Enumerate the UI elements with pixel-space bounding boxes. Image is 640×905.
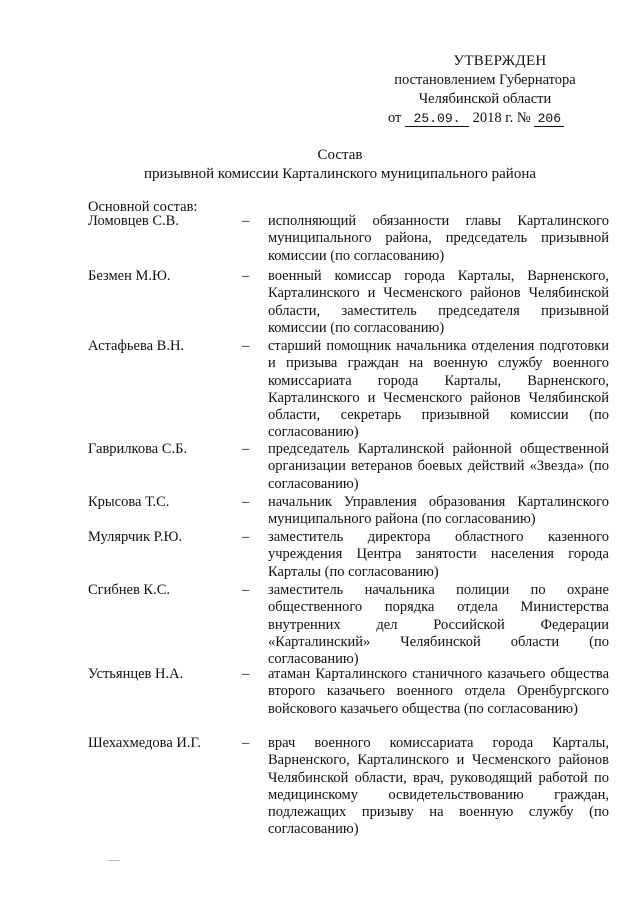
scan-mark [108,860,120,861]
member-name: Шехахмедова И.Г. [88,735,201,751]
title-line-2: призывной комиссии Карталинского муниципального района [143,166,537,182]
approval-prefix: от [388,110,402,126]
member-description: врач военного комиссариата города Карталы, Варненского, Карталинского и Чесменского районов Челябинской области, врач, руководящий работой по медицинскому освидетельствованию граждан, подлежащих призыву на военную службу (по согласованию) [268,735,609,838]
member-name: Ломовцев С.В. [88,213,179,229]
member-description: заместитель начальника полиции по охране общественного порядка отдела Министерства внутренних дел Российской Федерации «Карталинский» Челябинской области (по согласованию) [268,582,609,668]
member-description: исполняющий обязанности главы Карталинского муниципального района, председатель призывной комиссии (по согласованию) [268,213,609,264]
member-description: начальник Управления образования Карталинского муниципального района (по согласованию) [268,494,609,528]
member-name: Крысова Т.С. [88,494,170,510]
member-description: председатель Карталинской районной общественной организации ветеранов боевых действий «Звезда» (по согласованию) [268,441,609,492]
approval-number: 206 [534,112,564,127]
member-dash: – [242,666,250,682]
member-dash: – [242,494,250,510]
approval-date: 25.09. [405,112,469,127]
approval-year: 2018 г. № [472,110,531,126]
member-dash: – [242,338,250,354]
approval-heading: УТВЕРЖДЕН [453,53,547,69]
title-line-1: Состав [317,147,363,163]
member-dash: – [242,529,250,545]
member-dash: – [242,213,250,229]
approval-date-line [383,109,585,128]
member-description: заместитель директора областного казенного учреждения Центра занятости населения города Карталы (по согласованию) [268,529,609,580]
member-name: Устьянцев Н.А. [88,666,184,682]
section-label: Основной состав: [88,199,198,215]
member-description: старший помощник начальника отделения подготовки и призыва граждан на военную службу военного комиссариата города Карталы, Варненского, Карталинского и Чесменского районов Челябинской области, секретарь призывной комиссии (по согласованию) [268,338,609,441]
member-dash: – [242,735,250,751]
member-description: военный комиссар города Карталы, Варненского, Карталинского и Чесменского районов Челябинской области, заместитель председателя призывной комиссии (по согласованию) [268,268,609,336]
member-dash: – [242,582,250,598]
member-name: Гаврилкова С.Б. [88,441,188,457]
approval-line-1: постановлением Губернатора [394,72,576,88]
member-name: Сгибнев К.С. [88,582,171,598]
member-name: Мулярчик Р.Ю. [88,529,183,545]
member-description: атаман Карталинского станичного казачьего общества второго казачьего военного отдела Оренбургского войскового казачьего общества (по согласованию) [268,666,609,717]
member-dash: – [242,441,250,457]
member-name: Безмен М.Ю. [88,268,171,284]
approval-line-2: Челябинской области [418,91,552,107]
member-name: Астафьева В.Н. [88,338,185,354]
document-title [0,146,640,184]
member-dash: – [242,268,250,284]
approval-block [385,52,585,128]
